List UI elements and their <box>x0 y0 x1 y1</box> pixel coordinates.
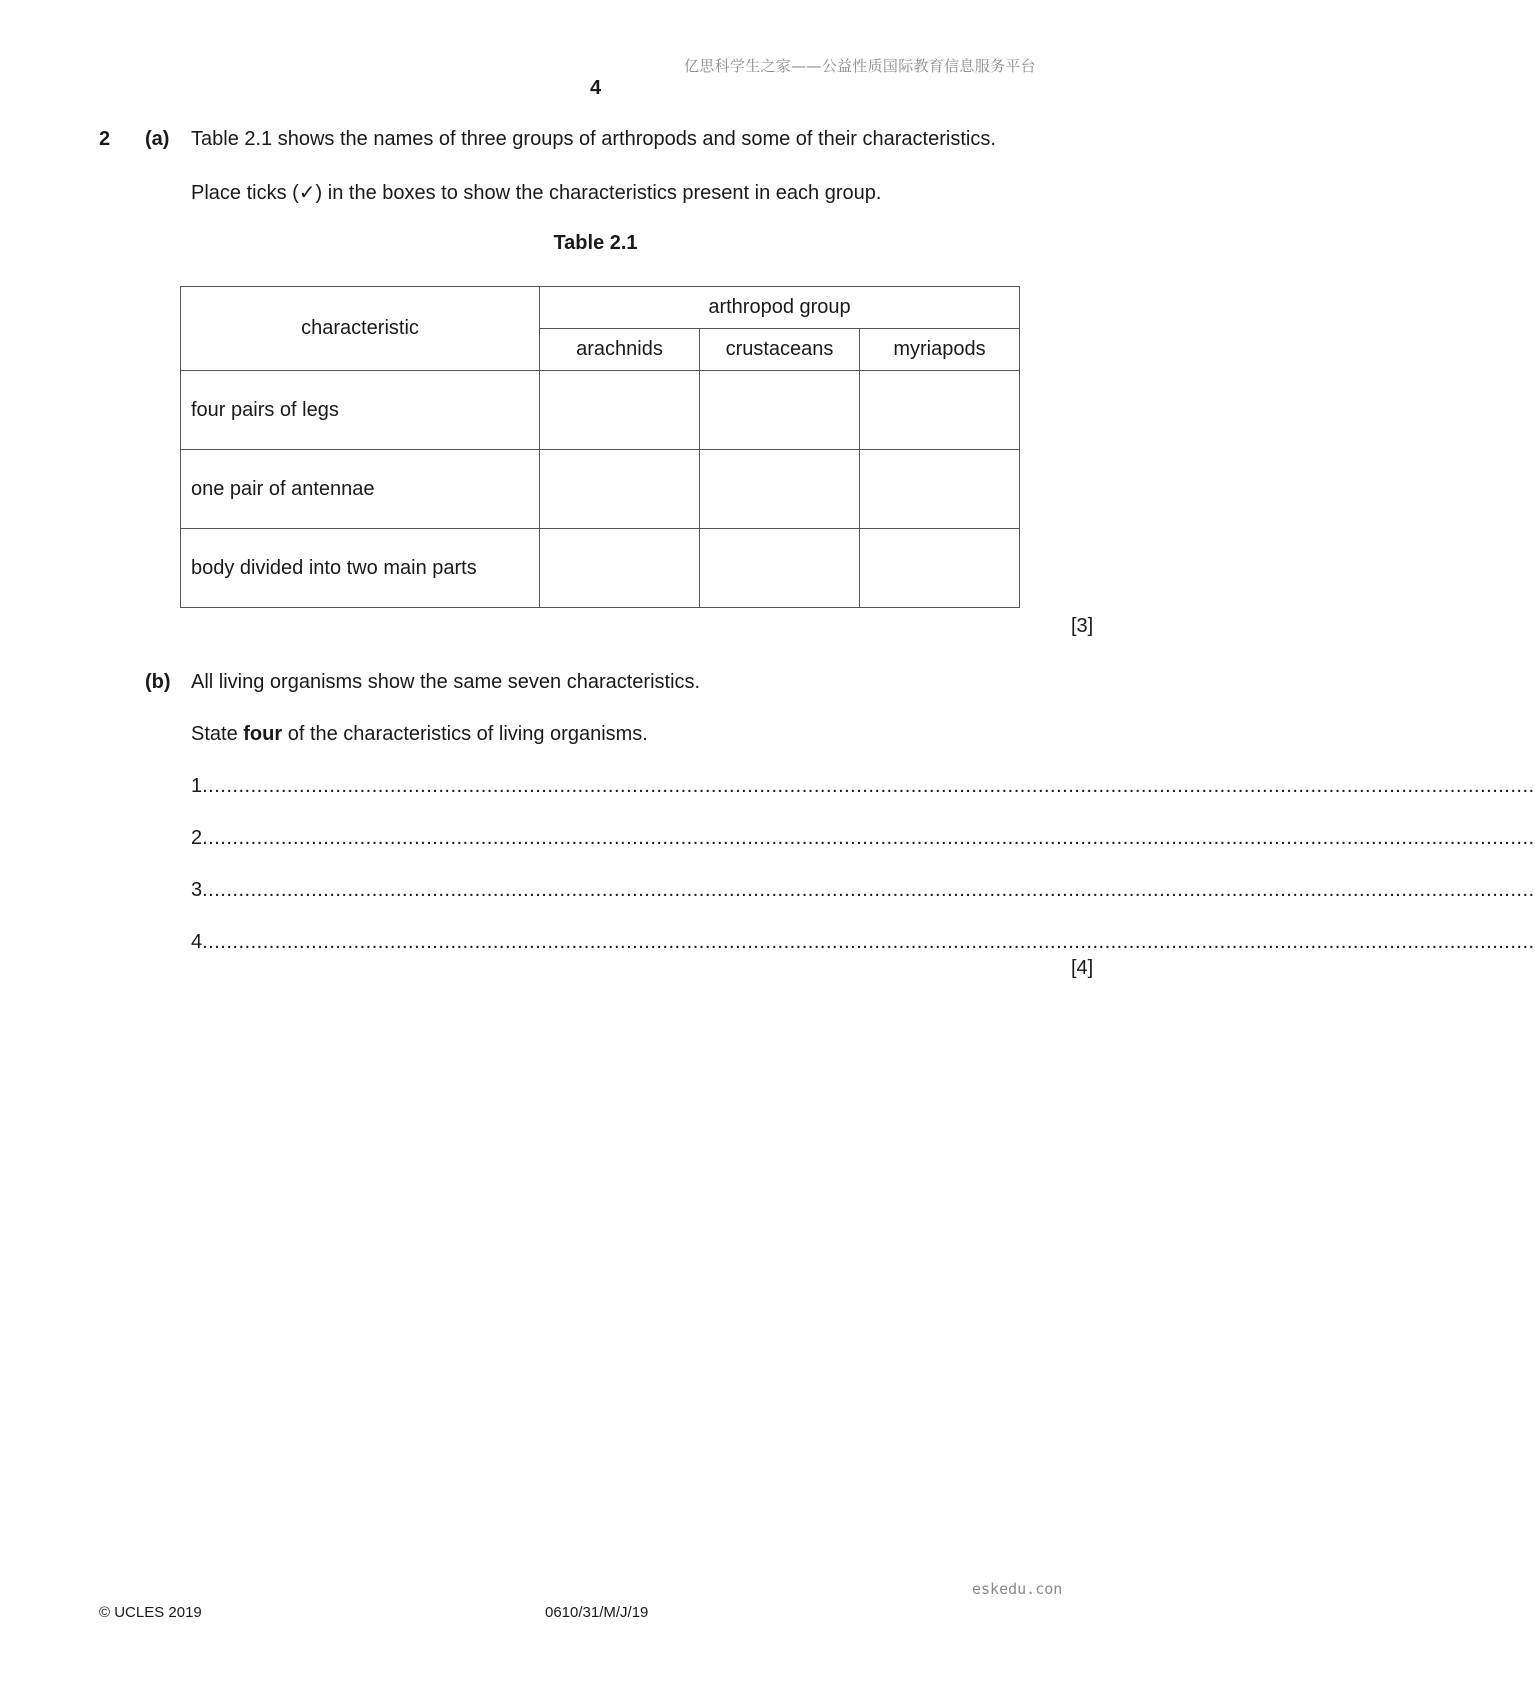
watermark-footer: eskedu.con <box>972 1580 1063 1598</box>
instruction-post: of the characteristics of living organisms. <box>282 723 648 745</box>
arthropod-table <box>180 286 1020 608</box>
answer-number: 2 <box>191 827 203 849</box>
part-b-label: (b) <box>145 671 171 693</box>
footer-copyright: © UCLES 2019 <box>99 1604 202 1621</box>
instruction-pre: State <box>191 723 244 745</box>
row-label-antennae: one pair of antennae <box>181 450 540 529</box>
table-header-row <box>181 287 1020 329</box>
tick-box[interactable] <box>860 529 1020 608</box>
answer-number: 1 <box>191 775 203 797</box>
answer-number: 3 <box>191 879 203 901</box>
answer-line-2[interactable] <box>191 827 1535 853</box>
part-b-instruction <box>191 723 648 746</box>
table-title: Table 2.1 <box>553 232 638 254</box>
header-arachnids: arachnids <box>540 329 700 371</box>
instruction-bold-four: four <box>243 723 283 745</box>
part-a-label: (a) <box>145 128 170 150</box>
tick-box[interactable] <box>540 450 700 529</box>
header-myriapods: myriapods <box>860 329 1020 371</box>
answer-dots: ............................................................................................................................................................................................................................ <box>202 775 1535 797</box>
answer-dots: ............................................................................................................................................................................................................................ <box>202 879 1535 901</box>
page-number: 4 <box>589 77 602 99</box>
tick-box[interactable] <box>700 371 860 450</box>
tick-box[interactable] <box>860 450 1020 529</box>
part-b-statement: All living organisms show the same seven characteristics. <box>191 671 701 693</box>
answer-dots: ............................................................................................................................................................................................................................ <box>202 931 1535 953</box>
part-b-marks: [4] <box>1071 957 1094 979</box>
table-row <box>181 371 1020 450</box>
tick-box[interactable] <box>540 371 700 450</box>
answer-line-1[interactable] <box>191 775 1535 801</box>
watermark-header: 亿思科学生之家——公益性质国际教育信息服务平台 <box>684 57 1036 75</box>
tick-box[interactable] <box>860 371 1020 450</box>
header-crustaceans: crustaceans <box>700 329 860 371</box>
tick-box[interactable] <box>700 529 860 608</box>
header-arthropod-group: arthropod group <box>540 287 1020 329</box>
footer-paper-code: 0610/31/M/J/19 <box>545 1604 649 1621</box>
part-a-tick-instruction: Place ticks (✓) in the boxes to show the characteristics present in each group. <box>191 182 882 204</box>
part-a-marks: [3] <box>1071 615 1094 637</box>
tick-box[interactable] <box>700 450 860 529</box>
tick-box[interactable] <box>540 529 700 608</box>
row-label-legs: four pairs of legs <box>181 371 540 450</box>
row-label-body-parts: body divided into two main parts <box>181 529 540 608</box>
part-a-instruction: Table 2.1 shows the names of three groups of arthropods and some of their characteristics. <box>191 128 996 150</box>
answer-line-3[interactable] <box>191 879 1535 905</box>
answer-number: 4 <box>191 931 203 953</box>
answer-line-4[interactable] <box>191 931 1535 957</box>
header-characteristic: characteristic <box>181 287 540 371</box>
question-number: 2 <box>99 128 111 150</box>
table-row <box>181 450 1020 529</box>
table-row <box>181 529 1020 608</box>
answer-dots: ............................................................................................................................................................................................................................ <box>202 827 1535 849</box>
